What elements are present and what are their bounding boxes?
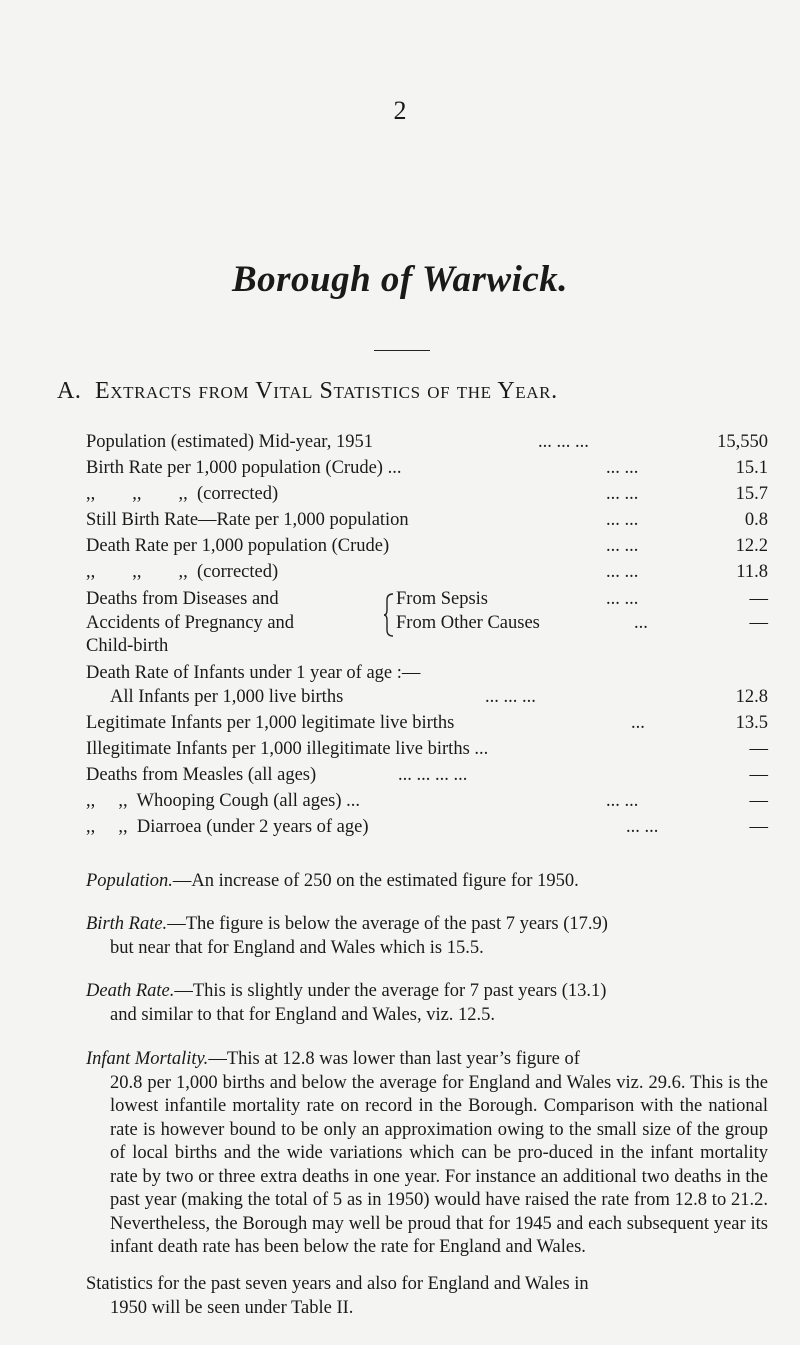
stat-row-still-birth xyxy=(86,510,768,536)
note-infant-mortality xyxy=(86,1048,768,1260)
stat-label: Legitimate Infants per 1,000 legitimate live births xyxy=(86,713,455,733)
note-text: 1950 will be seen under Table II. xyxy=(110,1297,354,1318)
stat-row-all-infants xyxy=(110,687,768,713)
note-text: —The figure is below the average of the past 7 years (17.9) xyxy=(167,914,608,934)
stat-label: From Other Causes xyxy=(396,613,540,633)
stat-dots: ... ... ... xyxy=(485,687,536,707)
page-number: 2 xyxy=(393,96,407,125)
note-statistics xyxy=(86,1273,768,1320)
stat-label: From Sepsis xyxy=(396,589,489,609)
stat-label: Still Birth Rate—Rate per 1,000 population xyxy=(86,510,409,530)
stat-dots: ... ... xyxy=(606,510,639,530)
stat-value: 13.5 xyxy=(735,713,768,733)
note-text: but near that for England and Wales which is 15.5. xyxy=(110,937,484,958)
stat-dots: ... ... xyxy=(606,791,639,811)
stat-label: Population (estimated) Mid-year, 1951 xyxy=(86,432,373,452)
stat-value: 12.2 xyxy=(735,536,768,556)
note-population xyxy=(86,870,768,894)
title-rule xyxy=(374,350,430,351)
stat-row-measles xyxy=(86,765,768,791)
note-text: Statistics for the past seven years and also for England and Wales in xyxy=(86,1274,589,1294)
stat-dots: ... ... ... ... xyxy=(398,765,468,785)
stat-value: — xyxy=(749,739,768,759)
stat-label-maternal: Child-birth xyxy=(86,636,169,656)
stat-label: Illegitimate Infants per 1,000 illegitimate live births ... xyxy=(86,739,489,759)
stat-row-legitimate xyxy=(86,713,768,739)
stat-value: 0.8 xyxy=(744,510,768,530)
stat-value: — xyxy=(749,589,768,609)
stat-row-population xyxy=(86,432,768,458)
stat-row-death-corrected xyxy=(86,562,768,588)
stat-value: 15,550 xyxy=(717,432,768,452)
stat-label: Death Rate per 1,000 population (Crude) xyxy=(86,536,390,556)
stat-label-maternal: Accidents of Pregnancy and xyxy=(86,613,295,633)
stat-label: All Infants per 1,000 live births xyxy=(110,687,344,707)
note-text: —An increase of 250 on the estimated figure for 1950. xyxy=(172,871,579,891)
stat-dots: ... ... xyxy=(606,458,639,478)
stat-dots: ... ... ... xyxy=(538,432,589,452)
stat-value: — xyxy=(749,791,768,811)
stat-row-illegitimate xyxy=(86,739,768,765)
section-title: Extracts from Vital Statistics of the Year. xyxy=(95,378,558,404)
stat-row-birth-corrected xyxy=(86,484,768,510)
stat-label: Birth Rate per 1,000 population (Crude) ... xyxy=(86,458,402,478)
note-text: 20.8 per 1,000 births and below the average for England and Wales viz. 29.6. This is the lowest infantile mortality rate on record in the Borough. Comparison with the national rate is however bound to be only an approximation owing to the small size of the group of local births and the wide variations which can be pro-duced in the infant mortality rate by two or three extra deaths in one year. For instance an additional two deaths in the past year (making the total of 5 as in 1950) would have raised the rate from 12.8 to 21.2. Nevertheless, the Borough may well be proud that for 1945 and each subsequent year its infant death rate has been below the rate for England and Wales. xyxy=(110,1072,768,1257)
note-heading: Birth Rate. xyxy=(86,914,168,934)
stat-dots: ... xyxy=(631,713,645,733)
note-birth-rate xyxy=(86,913,768,960)
stat-label: Deaths from Measles (all ages) xyxy=(86,765,317,785)
stat-row-infant-heading xyxy=(86,663,768,689)
section-letter: A. xyxy=(57,378,82,404)
stat-label: Death Rate of Infants under 1 year of age :— xyxy=(86,663,421,683)
stat-dots: ... ... xyxy=(606,562,639,582)
stat-row-sepsis xyxy=(86,589,768,615)
stat-label-maternal: Deaths from Diseases and xyxy=(86,589,279,609)
note-death-rate xyxy=(86,980,768,1027)
stat-row-diarrhoea xyxy=(86,817,768,843)
note-text: —This at 12.8 was lower than last year’s figure of xyxy=(208,1049,580,1069)
stat-value: 15.1 xyxy=(735,458,768,478)
stat-value: — xyxy=(749,817,768,837)
stat-value: 11.8 xyxy=(736,562,768,582)
stat-label: ,, ,, ,, (corrected) xyxy=(86,562,279,582)
stat-value: 12.8 xyxy=(735,687,768,707)
stat-dots: ... xyxy=(634,613,648,633)
stat-label: ,, ,, Diarroea (under 2 years of age) xyxy=(86,817,369,837)
stat-row-birth-crude xyxy=(86,458,768,484)
stat-value: 15.7 xyxy=(735,484,768,504)
section-heading xyxy=(57,378,558,405)
brace-icon xyxy=(383,592,395,638)
note-text: and similar to that for England and Wales, viz. 12.5. xyxy=(110,1004,496,1025)
note-text: —This is slightly under the average for 7 past years (13.1) xyxy=(174,981,607,1001)
stat-row-whooping xyxy=(86,791,768,817)
note-heading: Population. xyxy=(86,871,173,891)
stat-dots: ... ... xyxy=(606,484,639,504)
stat-row-death-crude xyxy=(86,536,768,562)
page-title: Borough of Warwick. xyxy=(231,259,569,300)
stat-row-childbirth xyxy=(86,636,768,662)
stat-label: ,, ,, Whooping Cough (all ages) ... xyxy=(86,791,361,811)
note-heading: Infant Mortality. xyxy=(86,1049,209,1069)
stat-dots: ... ... xyxy=(606,589,639,609)
stat-value: — xyxy=(749,613,768,633)
stat-value: — xyxy=(749,765,768,785)
note-heading: Death Rate. xyxy=(86,981,175,1001)
stat-dots: ... ... xyxy=(606,536,639,556)
stat-label: ,, ,, ,, (corrected) xyxy=(86,484,279,504)
stat-dots: ... ... xyxy=(626,817,659,837)
